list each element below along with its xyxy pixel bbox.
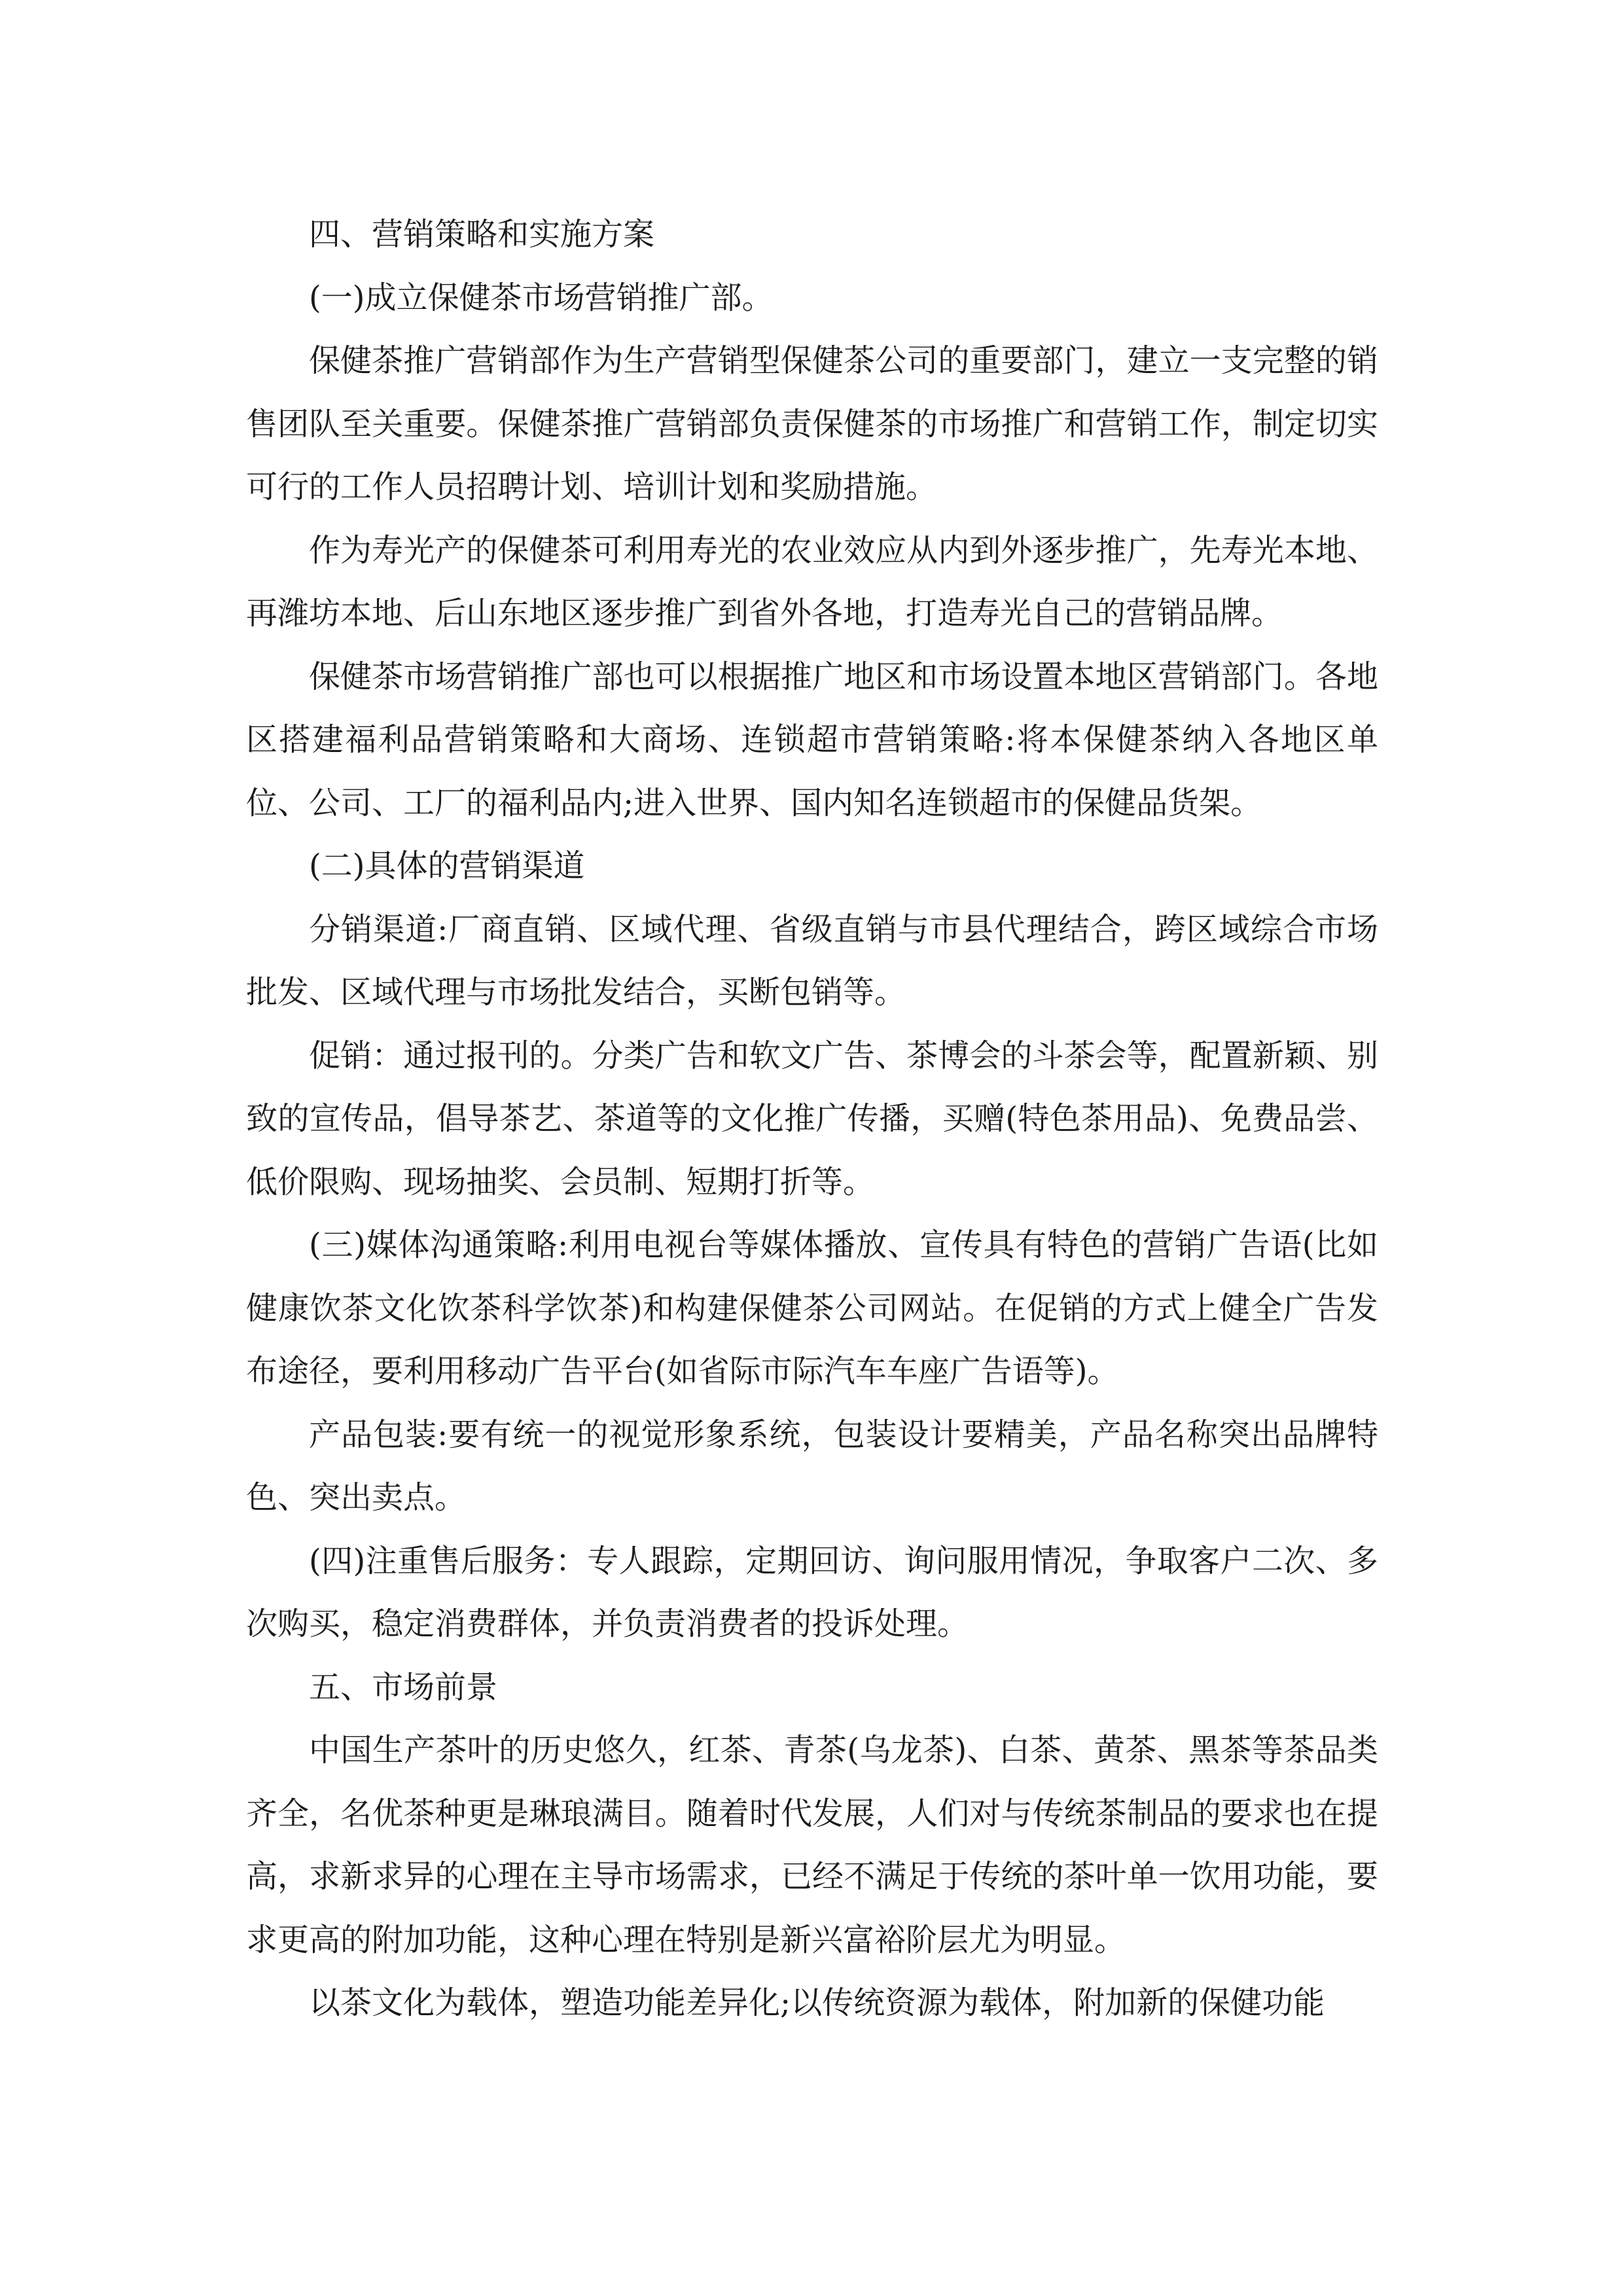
paragraph: 作为寿光产的保健茶可利用寿光的农业效应从内到外逐步推广，先寿光本地、再潍坊本地、后山东地区逐步推广到省外各地，打造寿光自己的营销品牌。	[246, 531, 1378, 632]
paragraph: 保健茶市场营销推广部也可以根据推广地区和市场设置本地区营销部门。各地区搭建福利品营销策略和大商场、连锁超市营销策略:将本保健茶纳入各地区单位、公司、工厂的福利品内;进入世界、国内知名连锁超市的保健品货架。	[246, 658, 1378, 821]
paragraph: 保健茶推广营销部作为生产营销型保健茶公司的重要部门，建立一支完整的销售团队至关重要。保健茶推广营销部负责保健茶的市场推广和营销工作，制定切实可行的工作人员招聘计划、培训计划和奖励措施。	[246, 342, 1378, 505]
paragraph: 分销渠道:厂商直销、区域代理、省级直销与市县代理结合，跨区域综合市场批发、区域代理与市场批发结合，买断包销等。	[246, 910, 1378, 1011]
paragraph: (三)媒体沟通策略:利用电视台等媒体播放、宣传具有特色的营销广告语(比如健康饮茶文化饮茶科学饮茶)和构建保健茶公司网站。在促销的方式上健全广告发布途径，要利用移动广告平台(如省际市际汽车车座广告语等)。	[246, 1227, 1378, 1390]
paragraph: 中国生产茶叶的历史悠久，红茶、青茶(乌龙茶)、白茶、黄茶、黑茶等茶品类齐全，名优茶种更是琳琅满目。随着时代发展，人们对与传统茶制品的要求也在提高，求新求异的心理在主导市场需求，已经不满足于传统的茶叶单一饮用功能，要求更高的附加功能，这种心理在特别是新兴富裕阶层尤为明显。	[246, 1732, 1378, 1958]
section-heading-marketing-strategy: 四、营销策略和实施方案	[309, 216, 655, 253]
paragraph: 以茶文化为载体，塑造功能差异化;以传统资源为载体，附加新的保健功能	[309, 1984, 1325, 2021]
paragraph: (四)注重售后服务：专人跟踪，定期回访、询问服用情况，争取客户二次、多次购买，稳定消费群体，并负责消费者的投诉处理。	[246, 1542, 1378, 1642]
document-body	[246, 203, 1378, 2035]
section-heading-market-outlook: 五、市场前景	[309, 1668, 498, 1706]
subsection-heading-1: (一)成立保健茶市场营销推广部。	[309, 279, 774, 316]
paragraph: 促销：通过报刊的。分类广告和软文广告、茶博会的斗茶会等，配置新颖、别致的宣传品，倡导茶艺、茶道等的文化推广传播，买赠(特色茶用品)、免费品尝、低价限购、现场抽奖、会员制、短期打折等。	[246, 1037, 1378, 1200]
subsection-heading-2: (二)具体的营销渠道	[309, 848, 585, 884]
paragraph: 产品包装:要有统一的视觉形象系统，包装设计要精美，产品名称突出品牌特色、突出卖点。	[246, 1416, 1378, 1516]
